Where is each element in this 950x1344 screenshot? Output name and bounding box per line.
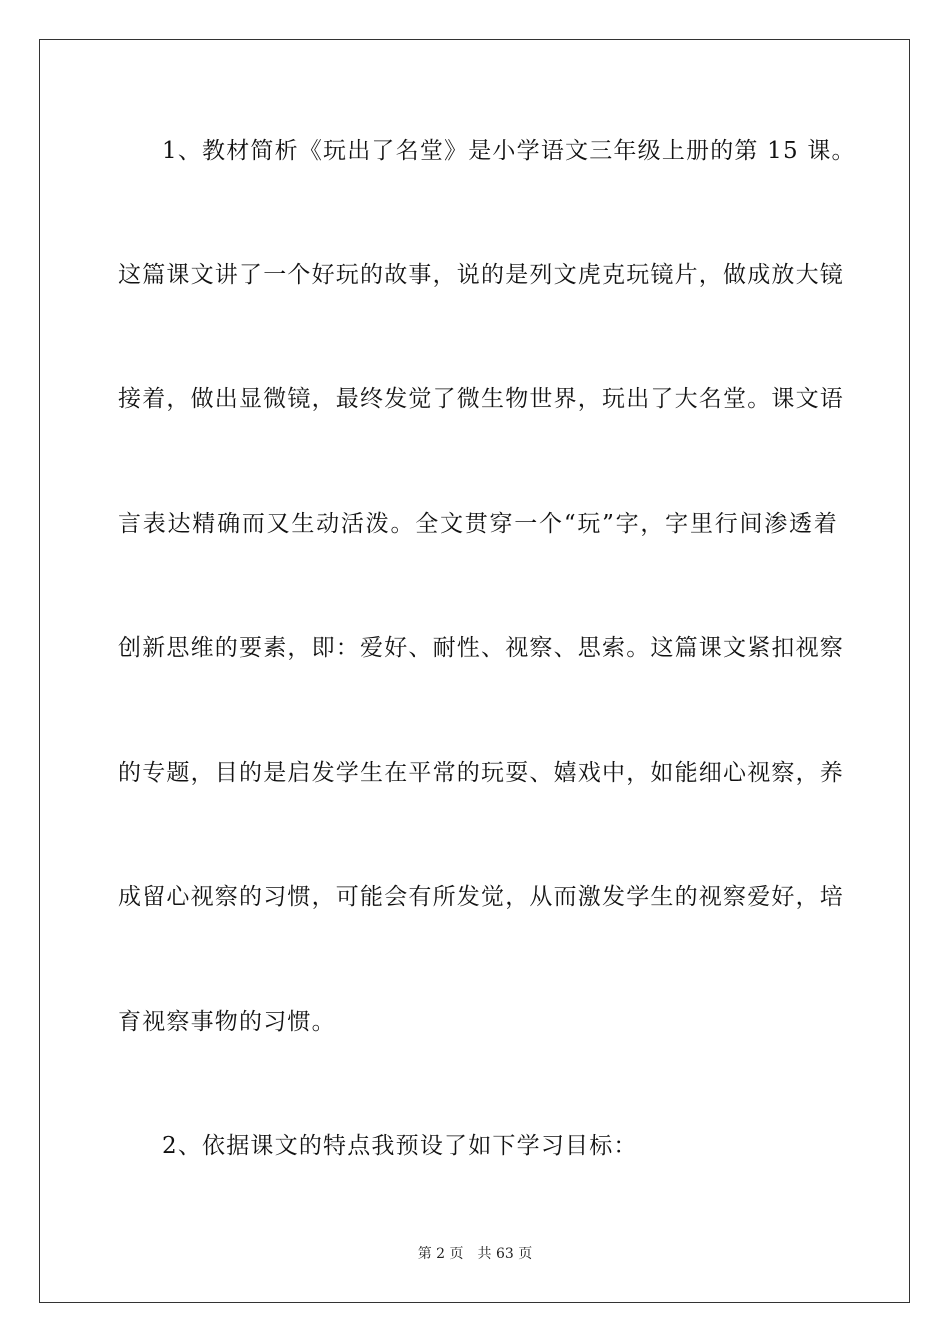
paragraph-2: 2、依据课文的特点我预设了如下学习目标： [162,1133,638,1159]
page-total: 共 63 页 [477,1246,533,1262]
page-border [39,39,910,1303]
page-number: 第 2 页 [417,1246,464,1262]
paragraph-line: 育视察事物的习惯。 [118,1009,336,1035]
paragraph-line: 1、教材简析《玩出了名堂》是小学语文三年级上册的第 15 课。 [162,138,856,164]
page-footer [0,1245,950,1263]
paragraph-line: 言表达精确而又生动活泼。全文贯穿一个“玩”字，字里行间渗透着 [118,511,838,537]
paragraph-line: 创新思维的要素，即：爱好、耐性、视察、思索。这篇课文紧扣视察 [118,635,844,661]
paragraph-line: 的专题，目的是启发学生在平常的玩耍、嬉戏中，如能细心视察，养 [118,760,844,786]
paragraph-line: 接着，做出显微镜，最终发觉了微生物世界，玩出了大名堂。课文语 [118,386,844,412]
paragraph-line: 成留心视察的习惯，可能会有所发觉，从而激发学生的视察爱好，培 [118,884,844,910]
paragraph-line: 这篇课文讲了一个好玩的故事，说的是列文虎克玩镜片，做成放大镜 [118,262,844,288]
